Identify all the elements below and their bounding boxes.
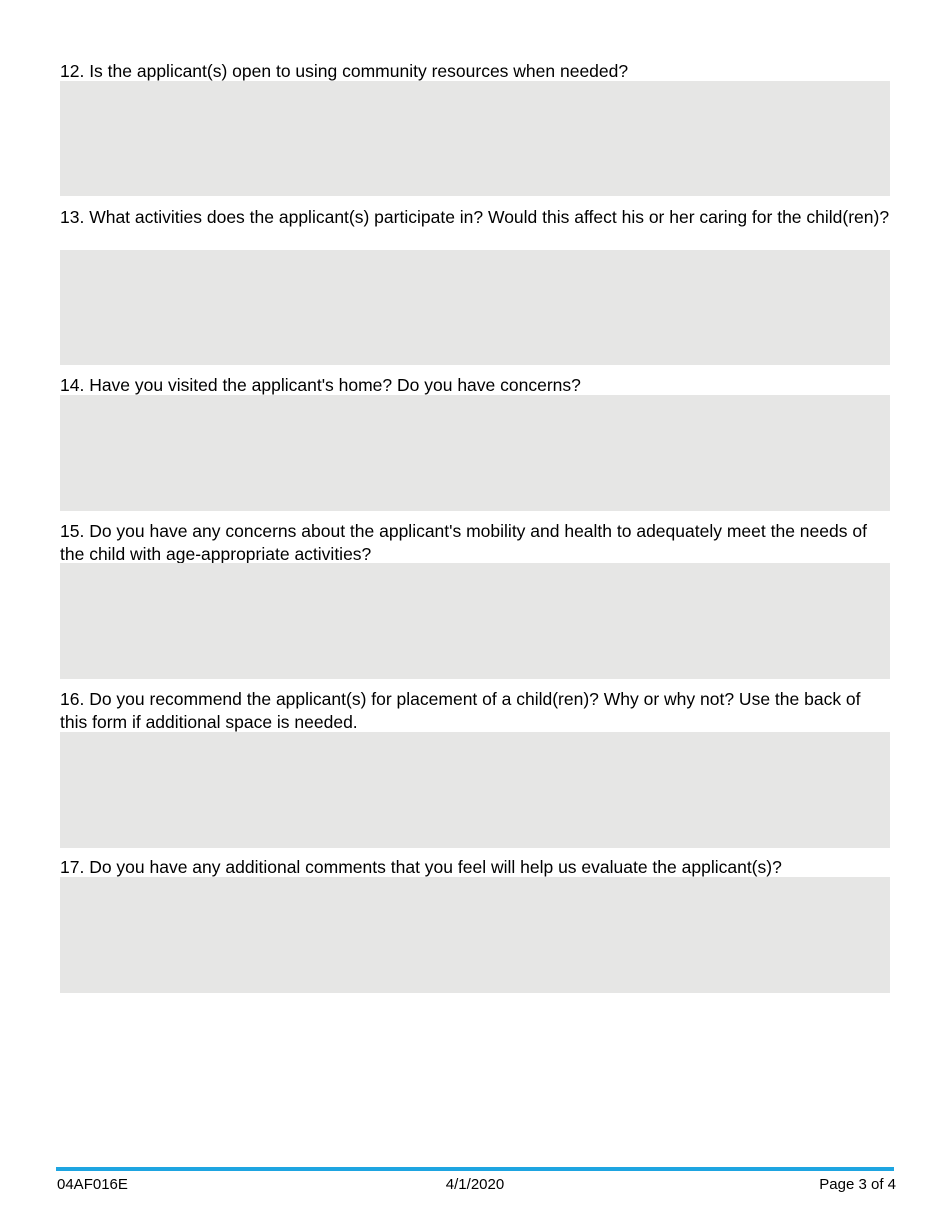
footer-date: 4/1/2020 — [445, 1176, 505, 1193]
question-12-label: 12. Is the applicant(s) open to using community resources when needed? — [60, 61, 629, 81]
footer-divider — [56, 1167, 894, 1171]
question-17-label: 17. Do you have any additional comments that you feel will help us evaluate the applicant(s)? — [60, 857, 782, 877]
question-15-label: 15. Do you have any concerns about the applicant's mobility and health to adequately meet the needs of the child with age-appropriate activities? — [60, 521, 867, 564]
question-17-answer-field[interactable] — [60, 877, 890, 993]
question-14-label: 14. Have you visited the applicant's home? Do you have concerns? — [60, 375, 581, 395]
footer-form-id: 04AF016E — [57, 1176, 128, 1193]
question-13-answer-field[interactable] — [60, 250, 890, 365]
question-16-label: 16. Do you recommend the applicant(s) for placement of a child(ren)? Why or why not? Use the back of this form if additional space is needed. — [60, 689, 861, 732]
question-16-answer-field[interactable] — [60, 732, 890, 848]
question-13-label: 13. What activities does the applicant(s) participate in? Would this affect his or her caring for the child(ren)? — [60, 207, 890, 227]
question-15-answer-field[interactable] — [60, 563, 890, 679]
footer-page-number: Page 3 of 4 — [819, 1176, 896, 1193]
question-14-answer-field[interactable] — [60, 395, 890, 511]
question-12-answer-field[interactable] — [60, 81, 890, 196]
